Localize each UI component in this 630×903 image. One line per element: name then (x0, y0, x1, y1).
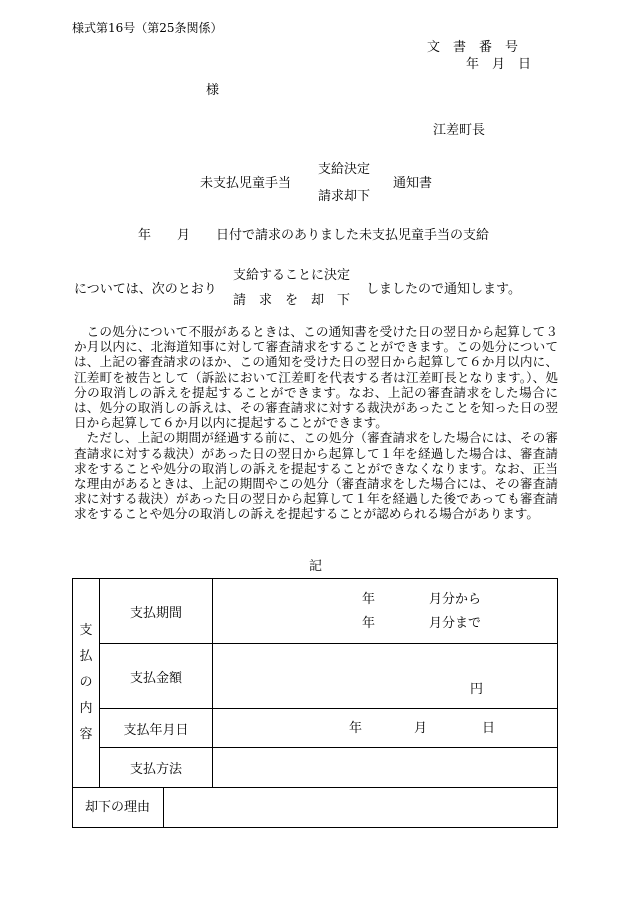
amount-unit: 円 (470, 682, 484, 697)
period-from-month: 月分から (429, 592, 482, 607)
date-year: 年 (349, 721, 363, 736)
payment-method-value (213, 748, 558, 788)
payment-amount-label: 支払金額 (100, 644, 213, 709)
payment-period-label: 支払期間 (100, 579, 213, 644)
decision-suffix: しましたので通知します。 (366, 282, 521, 297)
rejection-reason-divider (163, 788, 164, 827)
record-heading: 記 (309, 559, 323, 574)
payment-date-label: 支払年月日 (100, 709, 213, 748)
date-label: 年 月 日 (466, 57, 532, 72)
title-option-grant: 支給決定 (318, 162, 371, 177)
request-date-line: 年 月 日付で請求のありました未支払児童手当の支給 (138, 228, 490, 243)
payment-amount-value (213, 644, 558, 709)
title-prefix: 未支払児童手当 (200, 176, 292, 191)
title-option-reject: 請求却下 (318, 189, 371, 204)
issuer-name: 江差町長 (433, 123, 486, 138)
addressee-suffix: 様 (206, 83, 220, 98)
rejection-reason-label: 却下の理由 (85, 800, 151, 815)
form-number: 様式第16号（第25条関係） (72, 21, 223, 35)
payment-period-value (213, 579, 558, 644)
payment-details-table (72, 578, 558, 828)
period-to-year: 年 (362, 616, 376, 631)
decision-option-grant: 支給することに決定 (233, 268, 351, 283)
title-suffix: 通知書 (393, 176, 433, 191)
period-from-year: 年 (362, 592, 376, 607)
payment-content-group-label: 支 払 の 内 容 (73, 579, 100, 788)
date-month: 月 (414, 721, 428, 736)
appeal-paragraph-2: ただし、上記の期間が経過する前に、この処分（審査請求をした場合には、その審査請求に対する裁決）があった日の翌日から起算して１年を経過した場合は、審査請求をすることや処分の取消しの訴えを提起することができなくなります。なお、正当な理由があるときは、上記の期間やこの処分（審査請求をした場合には、その審査請求に対する裁決）があった日の翌日から起算して１年を経過した後であっても審査請求をすることや処分の取消しの訴えを提起することが認められる場合があります。 (74, 430, 558, 522)
rejection-reason-row (73, 788, 558, 828)
period-to-month: 月分まで (429, 616, 482, 631)
date-day: 日 (482, 721, 496, 736)
payment-method-label: 支払方法 (100, 748, 213, 788)
document-number-label: 文 書 番 号 (427, 40, 519, 55)
payment-date-value (213, 709, 558, 748)
appeal-notice (74, 324, 558, 522)
appeal-paragraph-1: この処分について不服があるときは、この通知書を受けた日の翌日から起算して３か月以内に、北海道知事に対して審査請求をすることができます。この処分については、上記の審査請求のほか、この通知を受けた日の翌日から起算して６か月以内に、江差町を被告として（訴訟において江差町を代表する者は江差町長となります。）、処分の取消しの訴えを提起することができます。なお、上記の審査請求をした場合には、処分の取消しの訴えは、その審査請求に対する裁決があったことを知った日の翌日から起算して６か月以内に提起することができます。 (74, 324, 559, 431)
decision-option-reject: 請 求 を 却 下 (233, 293, 351, 308)
decision-prefix: については、次のとおり (74, 282, 217, 297)
